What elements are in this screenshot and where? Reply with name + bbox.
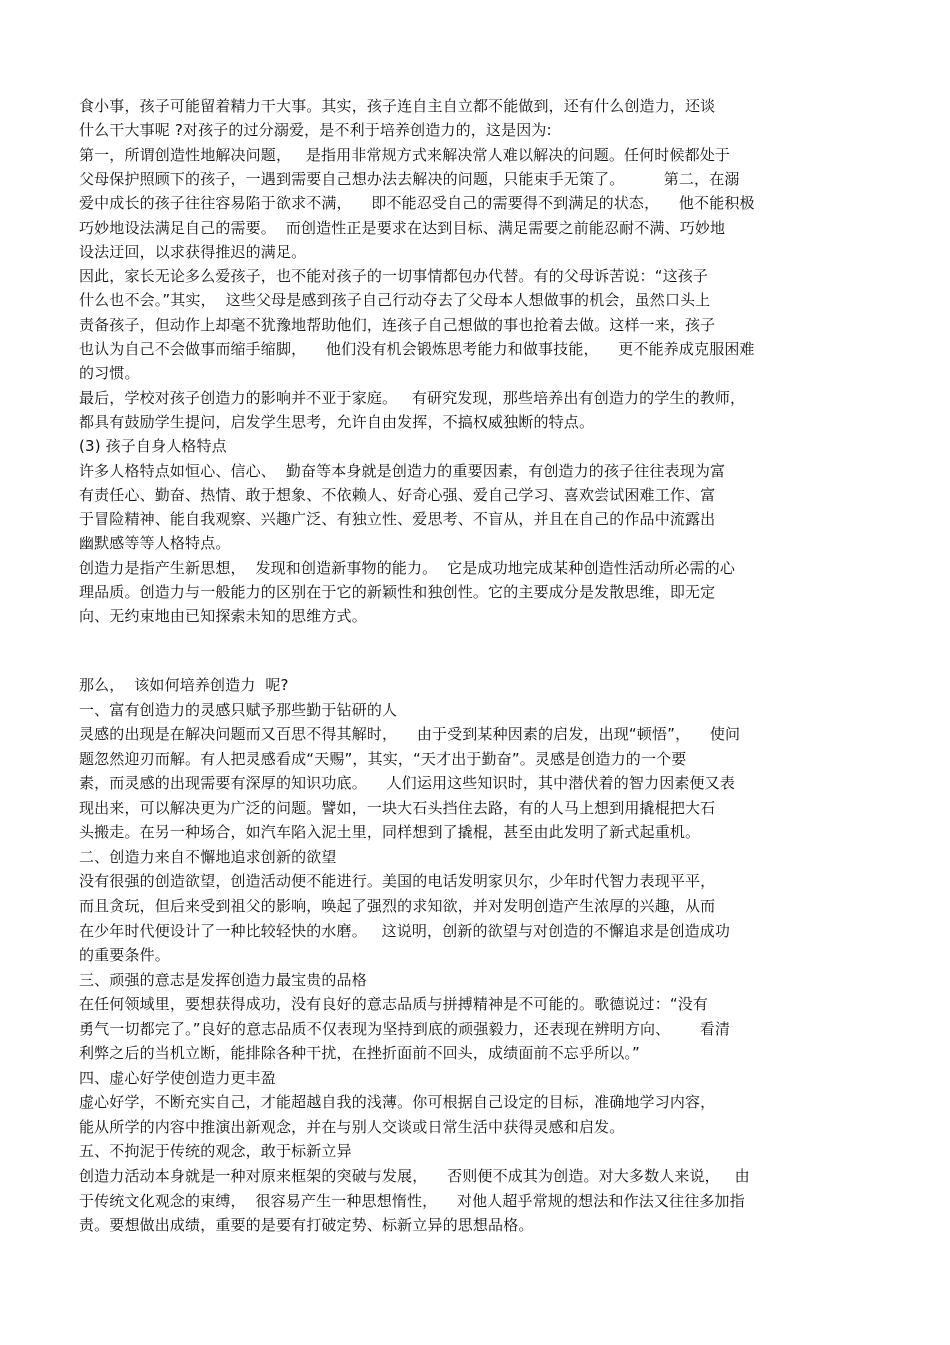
text-line: (3) 孩子自身人格特点 — [79, 437, 227, 455]
text-line: 灵感的出现是在解决问题而又百思不得其解时， 由于受到某种因素的启发，出现“顿悟”， 使问 — [79, 725, 741, 743]
text-line: 于传统文化观念的束缚， 很容易产生一种思想惰性， 对他人超乎常规的想法和作法又往往多加指 — [79, 1192, 745, 1210]
text-line: 素，而灵感的出现需要有深厚的知识功底。 人们运用这些知识时，其中潜伏着的智力因素便又表 — [79, 774, 735, 792]
text-line: 责备孩子，但动作上却毫不犹豫地帮助他们，连孩子自己想做的事也抢着去做。这样一来，孩子 — [79, 316, 716, 334]
text-line: 能从所学的内容中推演出新观念，并在与别人交谈或日常生活中获得灵感和启发。 — [79, 1118, 625, 1136]
text-line: 勇气一切都完了。”良好的意志品质不仅表现为坚持到底的顽强毅力，还表现在辨明方向、 看清 — [79, 1020, 731, 1038]
text-line: 向、无约束地由已知探索未知的思维方式。 — [79, 607, 367, 625]
text-line: 那么， 该如何培养创造力 呢? — [79, 676, 289, 694]
text-line: 于冒险精神、能自我观察、兴趣广泛、有独立性、爱思考、不盲从，并且在自己的作品中流露出 — [79, 510, 716, 528]
text-line: 食小事，孩子可能留着精力干大事。其实，孩子连自主自立都不能做到，还有什么创造力，还谈 — [79, 97, 716, 115]
text-line: 利弊之后的当机立断，能排除各种干扰，在挫折面前不回头，成绩面前不忘乎所以。” — [79, 1044, 640, 1062]
text-line: 也认为自己不会做事而缩手缩脚， 他们没有机会锻炼思考能力和做事技能， 更不能养成克服困难 — [79, 340, 755, 358]
text-line: 三、顽强的意志是发挥创造力最宝贵的品格 — [79, 971, 367, 989]
text-line: 现出来，可以解决更为广泛的问题。譬如，一块大石头挡住去路，有的人马上想到用撬棍把大石 — [79, 799, 716, 817]
text-line: 责。要想做出成绩，重要的是要有打破定势、标新立异的思想品格。 — [79, 1216, 534, 1234]
text-line: 设法迂回，以求获得推迟的满足。 — [79, 243, 307, 261]
text-line: 五、不拘泥于传统的观念，敢于标新立异 — [79, 1142, 352, 1160]
text-line: 巧妙地设法满足自己的需要。 而创造性正是要求在达到目标、满足需要之前能忍耐不满、巧妙地 — [79, 219, 726, 237]
text-line: 的重要条件。 — [79, 946, 170, 964]
text-line: 一、富有创造力的灵感只赋予那些勤于钻研的人 — [79, 701, 398, 719]
text-line: 而且贪玩，但后来受到祖父的影响，唤起了强烈的求知欲，并对发明创造产生浓厚的兴趣，从而 — [79, 897, 716, 915]
text-line: 创造力活动本身就是一种对原来框架的突破与发展， 否则便不成其为创造。对大多数人来说， 由 — [79, 1167, 750, 1185]
text-line: 创造力是指产生新思想， 发现和创造新事物的能力。 它是成功地完成某种创造性活动所必需的心 — [79, 559, 735, 577]
text-line: 什么干大事呢 ?对孩子的过分溺爱，是不利于培养创造力的，这是因为: — [79, 121, 552, 139]
text-line: 幽默感等等人格特点。 — [79, 534, 231, 552]
text-line: 四、虚心好学使创造力更丰盈 — [79, 1069, 276, 1087]
text-line: 最后，学校对孩子创造力的影响并不亚于家庭。 有研究发现，那些培养出有创造力的学生的教师， — [79, 389, 746, 407]
text-line: 父母保护照顾下的孩子，一遇到需要自己想办法去解决的问题，只能束手无策了。 第二，在溺 — [79, 170, 740, 188]
text-line: 在少年时代便设计了一种比较轻快的水磨。 这说明，创新的欲望与对创造的不懈追求是创造成功 — [79, 922, 731, 940]
text-line: 理品质。创造力与一般能力的区别在于它的新颖性和独创性。它的主要成分是发散思维，即无定 — [79, 583, 716, 601]
text-line: 的习惯。 — [79, 364, 140, 382]
text-line: 二、创造力来自不懈地追求创新的欲望 — [79, 848, 337, 866]
text-line: 没有很强的创造欲望，创造活动便不能进行。美国的电话发明家贝尔，少年时代智力表现平平， — [79, 872, 716, 890]
text-line: 有责任心、勤奋、热情、敢于想象、不依赖人、好奇心强、爱自己学习、喜欢尝试困难工作、富 — [79, 486, 716, 504]
text-line: 第一，所谓创造性地解决问题， 是指用非常规方式来解决常人难以解决的问题。任何时候都处于 — [79, 146, 731, 164]
text-line: 虚心好学，不断充实自己，才能超越自我的浅薄。你可根据自己设定的目标，准确地学习内容， — [79, 1093, 716, 1111]
text-line: 爱中成长的孩子往往容易陷于欲求不满， 即不能忍受自己的需要得不到满足的状态， 他不能积极 — [79, 194, 755, 212]
text-line: 头搬走。在另一种场合，如汽车陷入泥土里，同样想到了撬棍，甚至由此发明了新式起重机。 — [79, 823, 701, 841]
text-line: 什么也不会。”其实， 这些父母是感到孩子自己行动夺去了父母本人想做事的机会，虽然口头上 — [79, 291, 711, 309]
text-line: 因此，家长无论多么爱孩子，也不能对孩子的一切事情都包办代替。有的父母诉苦说：“这孩子 — [79, 267, 709, 285]
text-line: 在任何领域里，要想获得成功，没有良好的意志品质与拼搏精神是不可能的。歌德说过：“没有 — [79, 995, 709, 1013]
text-line: 都具有鼓励学生提问，启发学生思考，允许自由发挥，不搞权威独断的特点。 — [79, 413, 595, 431]
text-line: 许多人格特点如恒心、信心、 勤奋等本身就是创造力的重要因素，有创造力的孩子往往表现为富 — [79, 462, 726, 480]
text-line: 题忽然迎刃而解。有人把灵感看成“天赐”，其实，“天才出于勤奋”。灵感是创造力的一个要 — [79, 750, 687, 768]
